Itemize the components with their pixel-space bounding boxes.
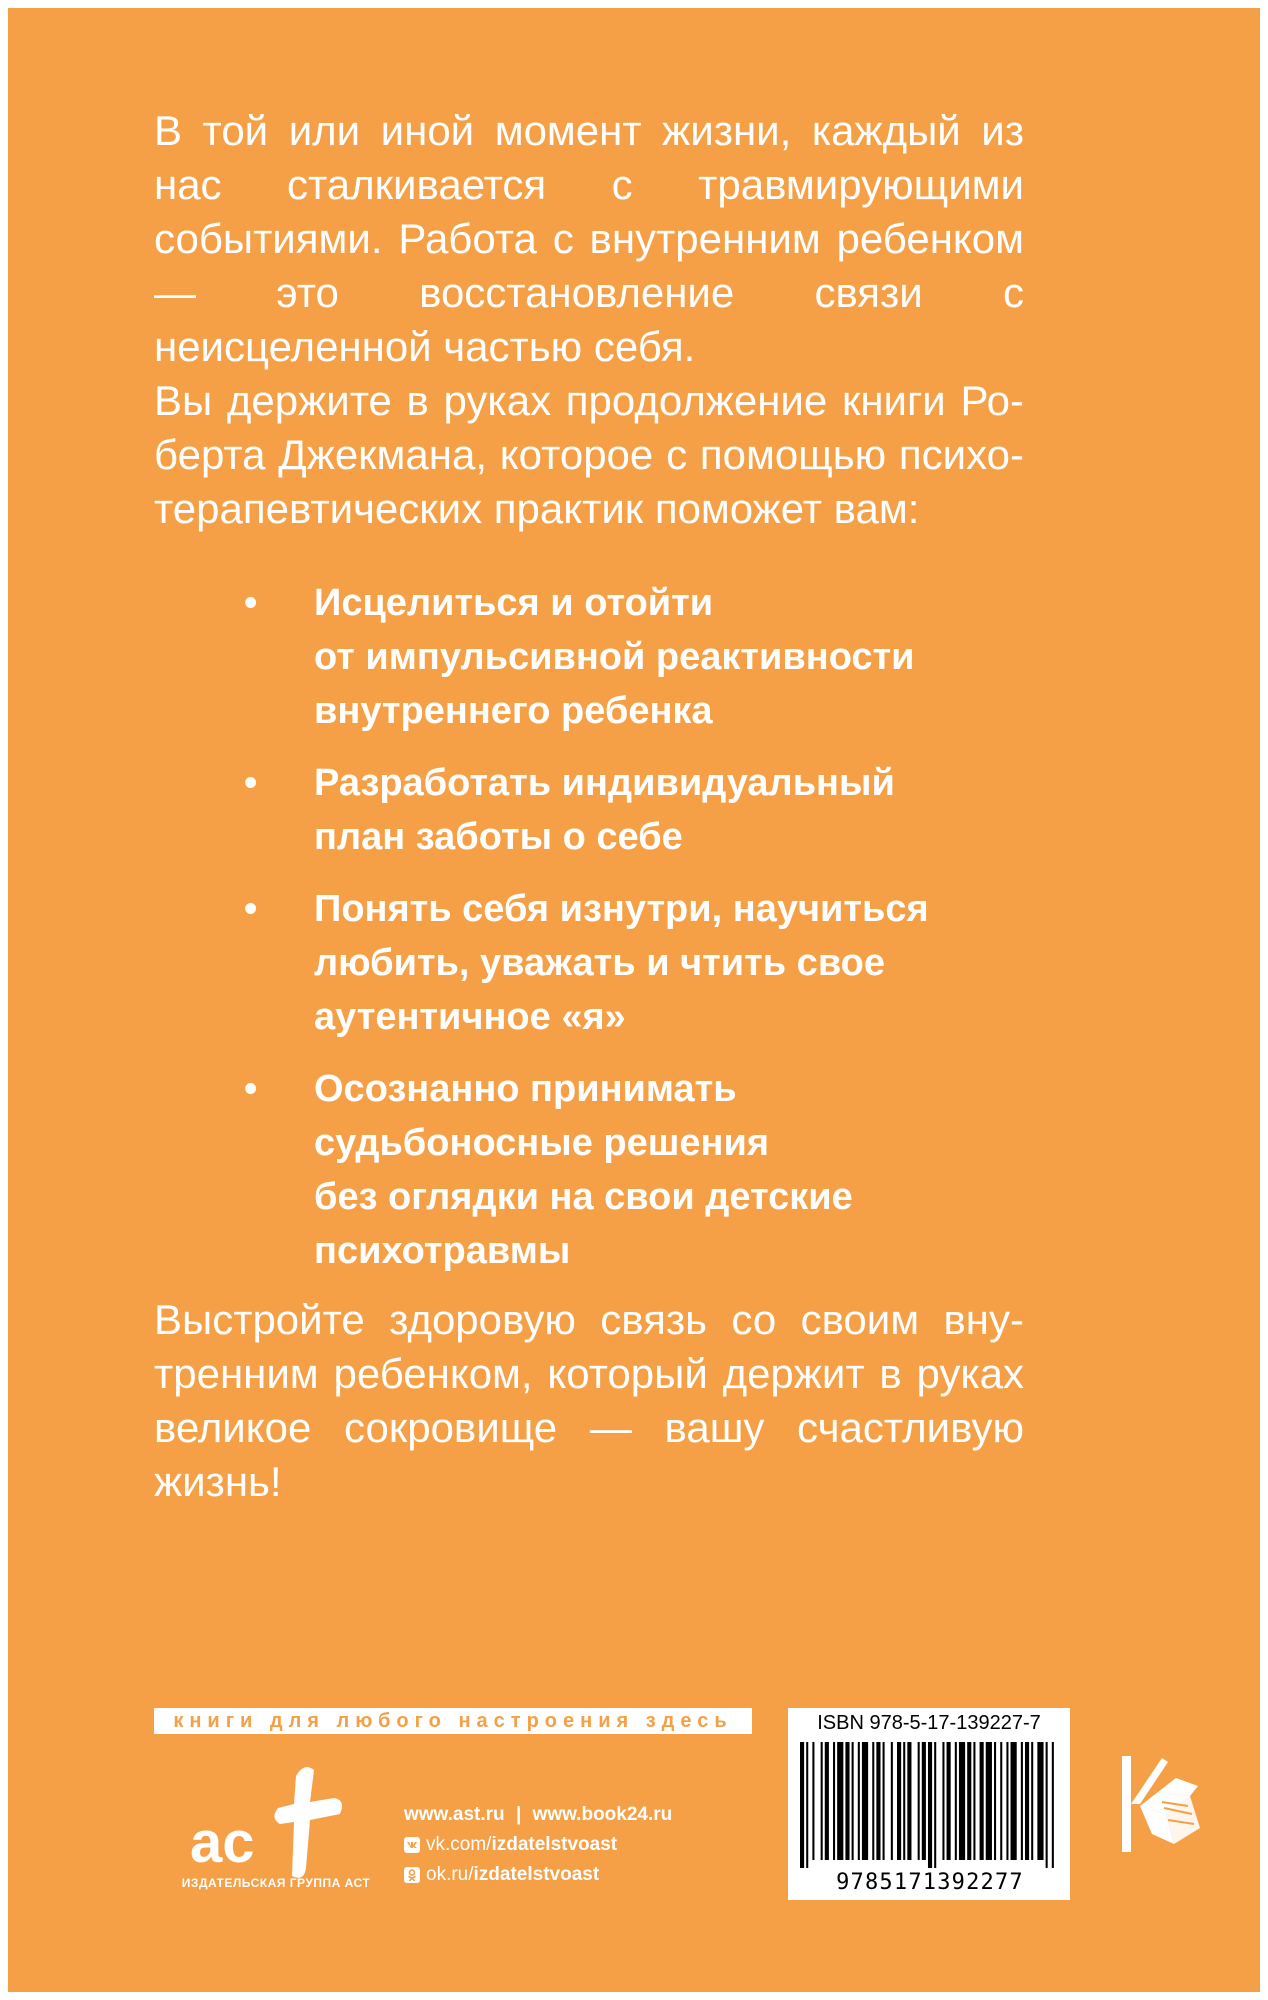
barcode-bar: [980, 1742, 984, 1860]
intro-paragraph-2: Вы держите в руках продолжение книги Роберта Джекмана, которое с помощью психотерапевтических практик поможет вам:: [154, 377, 1024, 532]
benefit-text: Разработать индивидуальный план заботы о себе: [314, 762, 895, 858]
barcode-digits: 9785171392277: [836, 1870, 1024, 1895]
barcode-bar: [821, 1742, 823, 1860]
footer-links: [404, 1800, 672, 1890]
barcode-bar: [858, 1742, 860, 1860]
barcode-bar: [1025, 1742, 1029, 1860]
ok-icon: [404, 1867, 420, 1883]
barcode-bar: [872, 1742, 874, 1860]
vk-prefix: vk.com/: [426, 1834, 492, 1855]
list-item: [244, 576, 1024, 738]
barcode-bar: [852, 1742, 854, 1860]
barcode-bar: [876, 1742, 880, 1860]
ok-prefix: ok.ru/: [426, 1864, 474, 1885]
link-separator: |: [515, 1804, 522, 1825]
barcode-bar: [862, 1742, 868, 1860]
barcode-bar: [1021, 1742, 1023, 1860]
bullet-icon: •: [244, 888, 258, 930]
benefit-text: Исцелиться и отойти от импульсивной реактивности внутреннего ребенка: [314, 582, 915, 732]
intro-text: [154, 104, 1024, 536]
intro-paragraph-1: В той или иной момент жизни, каждый из нас сталкивается с травмирующими событиями. Работа с внутренним ребенком — это восстановление связи с неисцеленной частью себя.: [154, 107, 1024, 370]
barcode-bar: [1011, 1742, 1017, 1860]
book-back-cover: [8, 8, 1260, 1992]
barcode-bar: [837, 1742, 843, 1860]
svg-text:ac: ac: [190, 1810, 255, 1875]
benefit-text: Понять себя изнутри, научиться любить, уважать и чтить свое аутентичное «я»: [314, 888, 929, 1038]
barcode-bar: [973, 1742, 975, 1860]
isbn-label: ISBN 978-5-17-139227-7: [817, 1712, 1041, 1734]
barcode-bar: [934, 1742, 936, 1868]
barcode-bar: [907, 1742, 911, 1860]
closing-paragraph: Выстройте здоровую связь со своим внутренним ребенком, который держит в руках великое сокровище — вашу счастливую жизнь!: [154, 1296, 1024, 1505]
barcode-bar: [1031, 1742, 1033, 1860]
barcode-bar: [903, 1742, 905, 1860]
barcode-bar: [967, 1742, 971, 1860]
list-item: [244, 1062, 1024, 1278]
website-link-book24[interactable]: www.book24.ru: [532, 1804, 673, 1825]
barcode-bar: [845, 1742, 849, 1860]
ok-handle: izdatelstvoast: [473, 1864, 600, 1885]
website-row: [404, 1800, 672, 1830]
barcode-bar: [897, 1742, 901, 1860]
barcode-bar: [1006, 1742, 1008, 1860]
benefit-text: Осознанно принимать судьбоносные решения без оглядки на свои детские психотравмы: [314, 1068, 853, 1272]
barcode-bar: [1052, 1742, 1054, 1868]
barcode: [800, 1742, 1058, 1868]
tagline-bar: книги для любого настроения здесь: [154, 1708, 752, 1734]
barcode-bar: [922, 1742, 926, 1860]
vk-icon: [404, 1837, 420, 1853]
barcode-bar: [812, 1742, 814, 1860]
ast-logo-icon: [176, 1758, 376, 1888]
barcode-bar: [959, 1742, 965, 1860]
barcode-bar: [942, 1742, 944, 1860]
bullet-icon: •: [244, 582, 258, 624]
barcode-bar: [806, 1742, 808, 1868]
barcode-bar: [1046, 1742, 1048, 1868]
vk-row[interactable]: [404, 1830, 672, 1860]
barcode-bar: [918, 1742, 920, 1860]
website-link-ast[interactable]: www.ast.ru: [404, 1804, 505, 1825]
barcode-bar: [800, 1742, 804, 1868]
vk-handle: izdatelstvoast: [491, 1834, 618, 1855]
barcode-bar: [825, 1742, 829, 1860]
publisher-caption: ИЗДАТЕЛЬСКАЯ ГРУППА АСТ: [181, 1876, 371, 1890]
barcode-panel: [788, 1708, 1070, 1900]
benefits-list: [244, 576, 1024, 1296]
barcode-bar: [833, 1742, 835, 1860]
barcode-bar: [947, 1742, 951, 1860]
bullet-icon: •: [244, 762, 258, 804]
barcode-bar: [994, 1742, 996, 1860]
list-item: [244, 882, 1024, 1044]
barcode-bar: [891, 1742, 893, 1860]
barcode-bar: [883, 1742, 885, 1860]
barcode-bar: [928, 1742, 932, 1868]
ok-row[interactable]: [404, 1860, 672, 1890]
list-item: [244, 756, 1024, 864]
bullet-icon: •: [244, 1068, 258, 1110]
barcode-bar: [986, 1742, 992, 1860]
barcode-bar: [1037, 1742, 1043, 1860]
barcode-bar: [955, 1742, 957, 1860]
publisher-k-book-icon: [1118, 1748, 1208, 1858]
barcode-bar: [1000, 1742, 1002, 1860]
